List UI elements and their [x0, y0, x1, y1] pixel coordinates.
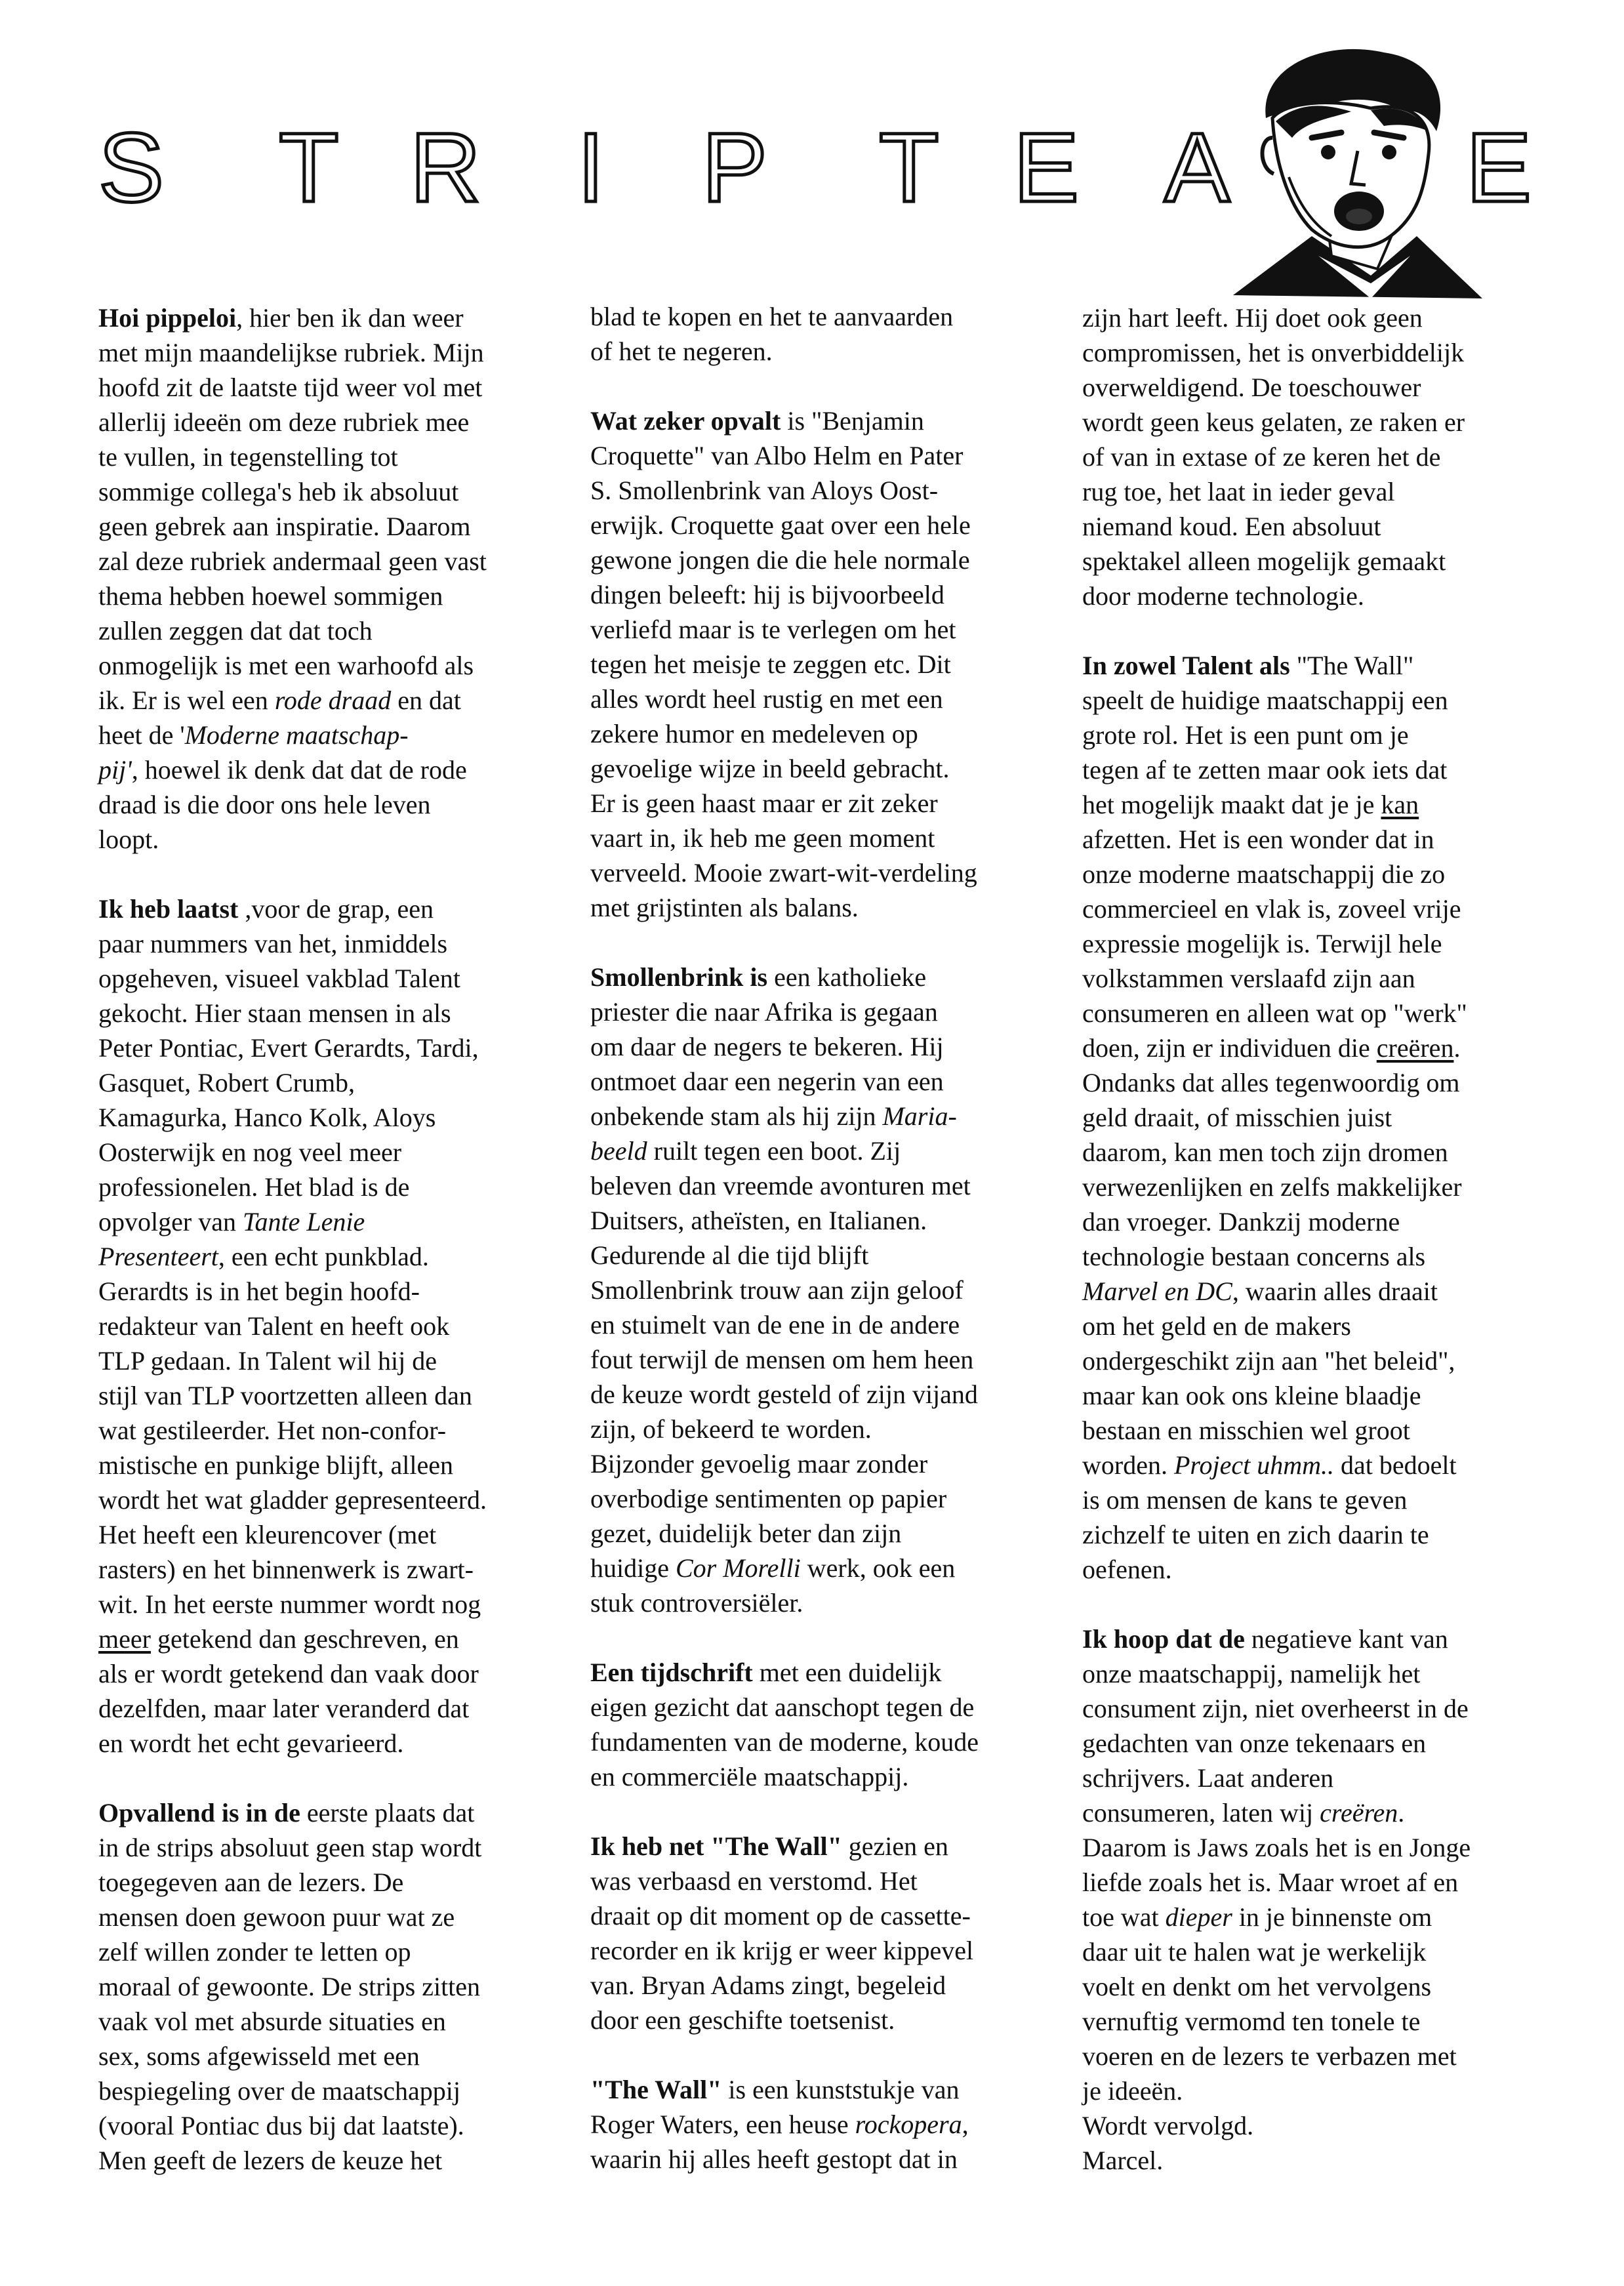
- text-line: Ik hoop dat de negatieve kant van: [1082, 1624, 1448, 1654]
- text-line: beeld ruilt tegen een boot. Zij: [590, 1136, 901, 1166]
- text-line: Hoi pippeloi, hier ben ik dan weer: [98, 303, 464, 333]
- text-line: was verbaasd en verstomd. Het: [590, 1866, 918, 1896]
- text-line: moraal of gewoonte. De strips zitten: [98, 1972, 481, 2001]
- text-line: tegen af te zetten maar ook iets dat: [1082, 755, 1448, 785]
- text-line: vaak vol met absurde situaties en: [98, 2007, 446, 2036]
- text-line: Gerardts is in het begin hoofd-: [98, 1276, 420, 1306]
- text-line: fout terwijl de mensen om hem heen: [590, 1345, 974, 1374]
- text-line: doen, zijn er individuen die creëren.: [1082, 1033, 1461, 1063]
- text-line: technologie bestaan concerns als: [1082, 1242, 1426, 1271]
- text-line: recorder en ik krijg er weer kippevel: [590, 1936, 974, 1965]
- text-line: (vooral Pontiac dus bij dat laatste).: [98, 2111, 464, 2140]
- text-line: priester die naar Afrika is gegaan: [590, 997, 938, 1027]
- text-line: Daarom is Jaws zoals het is en Jonge: [1082, 1833, 1471, 1862]
- text-line: rug toe, het laat in ieder geval: [1082, 477, 1395, 506]
- masthead-letter: T: [879, 112, 939, 222]
- text-line: consumeren, laten wij creëren.: [1082, 1798, 1405, 1827]
- text-line: In zowel Talent als "The Wall": [1082, 651, 1414, 680]
- text-line: spektakel alleen mogelijk gemaakt: [1082, 546, 1446, 576]
- text-line: onze moderne maatschappij die zo: [1082, 859, 1446, 889]
- text-line: het mogelijk maakt dat je je kan: [1082, 790, 1419, 819]
- text-line: of het te negeren.: [590, 337, 773, 366]
- text-line: te vullen, in tegenstelling tot: [98, 442, 398, 472]
- text-line: bestaan en misschien wel groot: [1082, 1416, 1410, 1445]
- text-line: in de strips absoluut geen stap wordt: [98, 1833, 482, 1862]
- text-line: S. Smollenbrink van Aloys Oost-: [590, 476, 939, 505]
- text-line: Roger Waters, een heuse rockopera,: [590, 2110, 969, 2139]
- text-line: Peter Pontiac, Evert Gerardts, Tardi,: [98, 1033, 479, 1063]
- text-line: paar nummers van het, inmiddels: [98, 929, 448, 958]
- text-line: Marvel en DC, waarin alles draait: [1082, 1276, 1438, 1306]
- text-line: hoofd zit de laatste tijd weer vol met: [98, 373, 483, 402]
- text-line: je ideeën.: [1082, 2076, 1183, 2106]
- paragraph: [590, 1829, 1043, 2037]
- text-line: grote rol. Het is een punt om je: [1082, 720, 1409, 750]
- text-line: Ik heb net "The Wall" gezien en: [590, 1831, 948, 1861]
- text-line: Het heeft een kleurencover (met: [98, 1520, 437, 1549]
- paragraph: [1082, 1622, 1528, 2178]
- text-line: commercieel en vlak is, zoveel vrije: [1082, 894, 1461, 924]
- text-line: volkstammen verslaafd zijn aan: [1082, 964, 1415, 993]
- text-line: pij', hoewel ik denk dat dat de rode: [98, 755, 467, 785]
- text-line: Smollenbrink trouw aan zijn geloof: [590, 1275, 964, 1305]
- text-line: gezet, duidelijk beter dan zijn: [590, 1519, 902, 1548]
- text-line: daar uit te halen wat je werkelijk: [1082, 1937, 1427, 1967]
- text-line: schrijvers. Laat anderen: [1082, 1763, 1334, 1793]
- text-line: Bijzonder gevoelig maar zonder: [590, 1449, 928, 1479]
- text-line: expressie mogelijk is. Terwijl hele: [1082, 929, 1442, 958]
- text-line: Kamagurka, Hanco Kolk, Aloys: [98, 1103, 436, 1132]
- text-line: zekere humor en medeleven op: [590, 719, 918, 748]
- text-line: overbodige sentimenten op papier: [590, 1484, 947, 1513]
- text-line: onmogelijk is met een warhoofd als: [98, 651, 474, 680]
- text-line: Gedurende al die tijd blijft: [590, 1240, 869, 1270]
- text-line: onbekende stam als hij zijn Maria-: [590, 1101, 957, 1131]
- text-line: Croquette" van Albo Helm en Pater: [590, 441, 964, 470]
- text-line: wordt het wat gladder gepresenteerd.: [98, 1485, 487, 1515]
- text-line: Wat zeker opvalt is "Benjamin: [590, 406, 924, 436]
- text-line: om het geld en de makers: [1082, 1311, 1351, 1341]
- text-line: Gasquet, Robert Crumb,: [98, 1068, 355, 1097]
- text-line: TLP gedaan. In Talent wil hij de: [98, 1346, 437, 1376]
- text-line: zijn, of bekeerd te worden.: [590, 1414, 872, 1444]
- text-line: mensen doen gewoon puur wat ze: [98, 1902, 455, 1932]
- masthead-letter: S: [98, 112, 165, 222]
- text-line: "The Wall" is een kunststukje van: [590, 2075, 960, 2104]
- text-line: alles wordt heel rustig en met een: [590, 684, 943, 714]
- text-line: gekocht. Hier staan mensen in als: [98, 998, 451, 1028]
- paragraph: [1082, 648, 1528, 1587]
- text-line: zal deze rubriek andermaal geen vast: [98, 546, 487, 576]
- masthead-letter: A: [1164, 112, 1230, 222]
- text-line: door moderne technologie.: [1082, 581, 1364, 611]
- text-line: gevoelige wijze in beeld gebracht.: [590, 754, 950, 783]
- text-line: met mijn maandelijkse rubriek. Mijn: [98, 338, 484, 367]
- text-line: wordt geen keus gelaten, ze raken er: [1082, 407, 1465, 437]
- text-line: Oosterwijk en nog veel meer: [98, 1137, 402, 1167]
- text-line: wit. In het eerste nummer wordt nog: [98, 1589, 481, 1619]
- text-line: ondergeschikt zijn aan "het beleid",: [1082, 1346, 1455, 1376]
- text-line: sommige collega's heb ik absoluut: [98, 477, 459, 506]
- masthead-letter: E: [1466, 112, 1532, 222]
- text-line: overweldigend. De toeschouwer: [1082, 373, 1421, 402]
- paragraph: [98, 300, 551, 857]
- text-line: draad is die door ons hele leven: [98, 790, 431, 819]
- text-line: compromissen, het is onverbiddelijk: [1082, 338, 1465, 367]
- paragraph: [590, 960, 1043, 1620]
- text-line: de keuze wordt gesteld of zijn vijand: [590, 1379, 978, 1409]
- text-line: beleven dan vreemde avonturen met: [590, 1171, 971, 1200]
- text-line: eigen gezicht dat aanschopt tegen de: [590, 1692, 975, 1722]
- text-line: Men geeft de lezers de keuze het: [98, 2146, 443, 2175]
- text-line: mistische en punkige blijft, alleen: [98, 1450, 453, 1480]
- text-line: om daar de negers te bekeren. Hij: [590, 1032, 944, 1061]
- text-line: toe wat dieper in je binnenste om: [1082, 1902, 1432, 1932]
- text-line: en wordt het echt gevarieerd.: [98, 1728, 404, 1758]
- text-line: verliefd maar is te verlegen om het: [590, 615, 956, 644]
- text-line: consumeren en alleen wat op "werk": [1082, 998, 1467, 1028]
- text-line: van. Bryan Adams zingt, begeleid: [590, 1970, 946, 2000]
- text-line: verveeld. Mooie zwart-wit-verdeling: [590, 858, 977, 888]
- article-column-1: [98, 300, 551, 2213]
- text-line: speelt de huidige maatschappij een: [1082, 685, 1448, 715]
- text-line: Er is geen haast maar er zit zeker: [590, 788, 938, 818]
- text-line: huidige Cor Morelli werk, ook een: [590, 1553, 956, 1583]
- text-line: Ik heb laatst ,voor de grap, een: [98, 894, 434, 924]
- text-line: dingen beleeft: hij is bijvoorbeeld: [590, 580, 944, 609]
- text-line: ik. Er is wel een rode draad en dat: [98, 685, 461, 715]
- text-line: zelf willen zonder te letten op: [98, 1937, 411, 1967]
- masthead-letter: T: [279, 112, 339, 222]
- text-line: sex, soms afgewisseld met een: [98, 2041, 420, 2071]
- text-line: afzetten. Het is een wonder dat in: [1082, 825, 1434, 854]
- text-line: Een tijdschrift met een duidelijk: [590, 1658, 942, 1687]
- text-line: fundamenten van de moderne, koude: [590, 1727, 979, 1757]
- text-line: dezelfden, maar later veranderd dat: [98, 1694, 470, 1723]
- text-line: geen gebrek aan inspiratie. Daarom: [98, 512, 471, 541]
- text-line: dan vroeger. Dankzij moderne: [1082, 1207, 1400, 1236]
- text-line: door een geschifte toetsenist.: [590, 2005, 895, 2035]
- text-line: stuk controversiëler.: [590, 1588, 803, 1618]
- text-line: zijn hart leeft. Hij doet ook geen: [1082, 303, 1423, 333]
- text-line: maar kan ook ons kleine blaadje: [1082, 1381, 1421, 1410]
- text-line: liefde zoals het is. Maar wroet af en: [1082, 1868, 1459, 1897]
- text-line: zullen zeggen dat dat toch: [98, 616, 373, 645]
- paragraph: [98, 1795, 551, 2178]
- text-line: vernuftig vermomd ten tonele te: [1082, 2007, 1421, 2036]
- text-line: Marcel.: [1082, 2146, 1164, 2175]
- masthead-letter: I: [577, 112, 605, 222]
- text-line: redakteur van Talent en heeft ook: [98, 1311, 450, 1341]
- text-line: oefenen.: [1082, 1555, 1172, 1584]
- paragraph: [590, 299, 1043, 369]
- article-column-2: [590, 299, 1043, 2211]
- text-line: professionelen. Het blad is de: [98, 1172, 410, 1202]
- author-portrait-illustration: [1220, 39, 1495, 302]
- text-line: niemand koud. Een absoluut: [1082, 512, 1381, 541]
- text-line: rasters) en het binnenwerk is zwart-: [98, 1555, 474, 1584]
- text-line: Presenteert, een echt punkblad.: [98, 1242, 429, 1271]
- text-line: zichzelf te uiten en zich daarin te: [1082, 1520, 1429, 1549]
- text-line: gewone jongen die die hele normale: [590, 545, 970, 575]
- text-line: allerlij ideeën om deze rubriek mee: [98, 407, 470, 437]
- text-line: opvolger van Tante Lenie: [98, 1207, 365, 1236]
- text-line: geld draait, of misschien juist: [1082, 1103, 1392, 1132]
- text-line: worden. Project uhmm.. dat bedoelt: [1082, 1450, 1457, 1480]
- text-line: en stuimelt van de ene in de andere: [590, 1310, 960, 1339]
- paragraph: [590, 403, 1043, 925]
- text-line: toegegeven aan de lezers. De: [98, 1868, 404, 1897]
- text-line: is om mensen de kans te geven: [1082, 1485, 1408, 1515]
- text-line: onze maatschappij, namelijk het: [1082, 1659, 1421, 1688]
- text-line: vaart in, ik heb me geen moment: [590, 823, 935, 853]
- text-line: bespiegeling over de maatschappij: [98, 2076, 461, 2106]
- text-line: voelt en denkt om het vervolgens: [1082, 1972, 1432, 2001]
- text-line: met grijstinten als balans.: [590, 893, 859, 922]
- text-line: heet de 'Moderne maatschap-: [98, 720, 409, 750]
- masthead-letter: R: [410, 112, 481, 222]
- paragraph: [1082, 300, 1528, 613]
- text-line: voeren en de lezers te verbazen met: [1082, 2041, 1457, 2071]
- article-column-3: [1082, 300, 1528, 2213]
- text-line: Smollenbrink is een katholieke: [590, 962, 927, 992]
- text-line: Wordt vervolgd.: [1082, 2111, 1254, 2140]
- text-line: erwijk. Croquette gaat over een hele: [590, 510, 971, 540]
- text-line: thema hebben hoewel sommigen: [98, 581, 443, 611]
- text-line: blad te kopen en het te aanvaarden: [590, 302, 954, 331]
- text-line: meer getekend dan geschreven, en: [98, 1624, 459, 1654]
- text-line: tegen het meisje te zeggen etc. Dit: [590, 649, 951, 679]
- text-line: en commerciële maatschappij.: [590, 1762, 909, 1791]
- text-line: Ondanks dat alles tegenwoordig om: [1082, 1068, 1460, 1097]
- masthead-letter: P: [702, 112, 768, 222]
- text-line: Opvallend is in de eerste plaats dat: [98, 1798, 475, 1827]
- text-line: draait op dit moment op de cassette-: [590, 1901, 971, 1930]
- paragraph: [590, 1655, 1043, 1794]
- text-line: waarin hij alles heeft gestopt dat in: [590, 2144, 958, 2174]
- text-line: gedachten van onze tekenaars en: [1082, 1728, 1427, 1758]
- text-line: of van in extase of ze keren het de: [1082, 442, 1441, 472]
- text-line: consument zijn, niet overheerst in de: [1082, 1694, 1469, 1723]
- paragraph: [590, 2072, 1043, 2176]
- text-line: verwezenlijken en zelfs makkelijker: [1082, 1172, 1462, 1202]
- text-line: stijl van TLP voortzetten alleen dan: [98, 1381, 472, 1410]
- masthead-letter: E: [1013, 112, 1080, 222]
- text-line: ontmoet daar een negerin van een: [590, 1067, 944, 1096]
- text-line: wat gestileerder. Het non-confor-: [98, 1416, 447, 1445]
- text-line: daarom, kan men toch zijn dromen: [1082, 1137, 1448, 1167]
- text-line: Duitsers, atheïsten, en Italianen.: [590, 1206, 927, 1235]
- text-line: opgeheven, visueel vakblad Talent: [98, 964, 460, 993]
- text-line: loopt.: [98, 825, 159, 854]
- paragraph: [98, 891, 551, 1761]
- text-line: als er wordt getekend dan vaak door: [98, 1659, 479, 1688]
